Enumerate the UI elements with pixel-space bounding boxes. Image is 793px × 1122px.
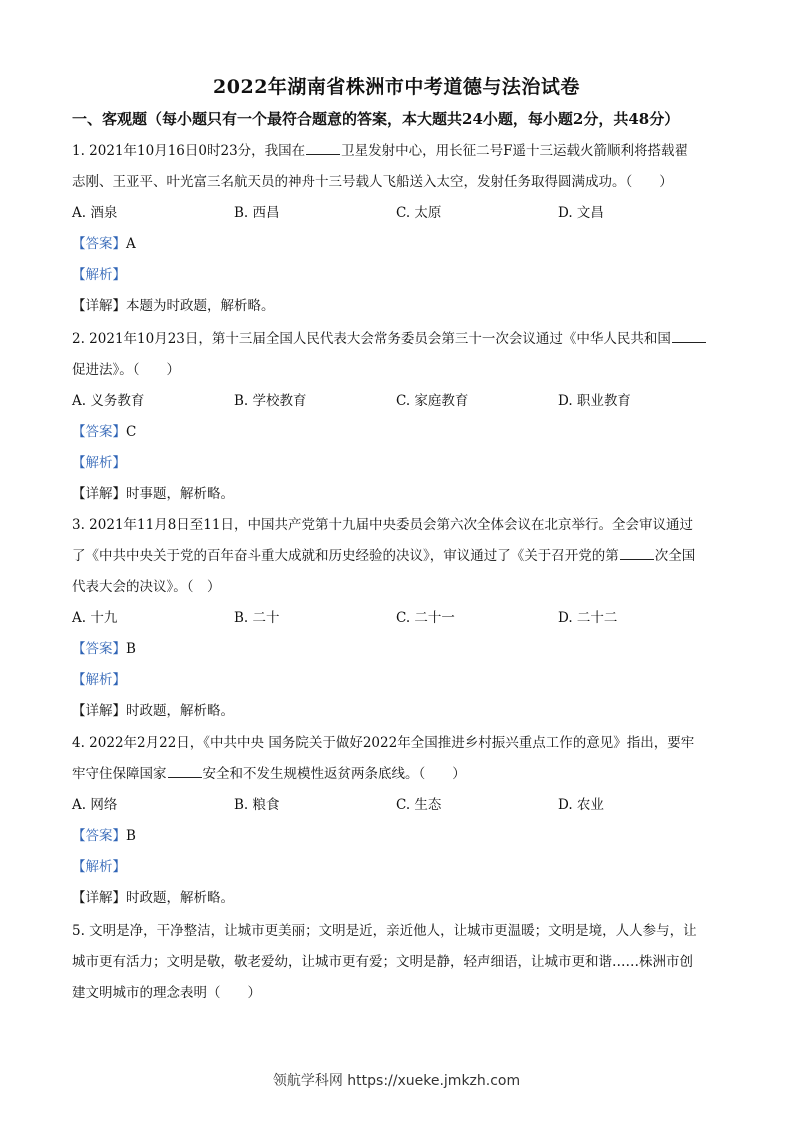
- detail-label: 【详解】: [72, 703, 126, 719]
- q4-option-a: A. 网络: [72, 797, 118, 813]
- q4-detail: [72, 889, 234, 907]
- q2-line-2: 促进法》。（ ）: [72, 362, 180, 378]
- q1-line-1: [72, 142, 688, 160]
- q2-option-b: B. 学校教育: [234, 393, 307, 409]
- q3-text-b: 次全国: [654, 548, 696, 564]
- q3-line-2: [72, 547, 695, 565]
- q3-option-d: D. 二十二: [558, 610, 618, 626]
- answer-value: B: [126, 828, 136, 844]
- q1-analysis-label: 【解析】: [72, 267, 126, 283]
- q1-detail: [72, 297, 275, 315]
- q1-option-d: D. 文昌: [558, 205, 604, 221]
- q5-line-1: 5. 文明是净，干净整洁，让城市更美丽；文明是近，亲近他人，让城市更温暖；文明是境，人人参与，让: [72, 923, 697, 939]
- q5-line-3: 建文明城市的理念表明（ ）: [72, 985, 261, 1001]
- q4-option-d: D. 农业: [558, 797, 604, 813]
- q1-line-2: 志刚、王亚平、叶光富三名航天员的神舟十三号载人飞船送入太空，发射任务取得圆满成功。（ ）: [72, 174, 673, 190]
- q1-answer: [72, 235, 136, 253]
- q3-answer: [72, 640, 136, 658]
- q2-text-a: 2. 2021年10月23日，第十三届全国人民代表大会常务委员会第三十一次会议通过《中华人民共和国: [72, 331, 671, 347]
- detail-text: 本题为时政题，解析略。: [126, 298, 275, 314]
- q2-option-a: A. 义务教育: [72, 393, 145, 409]
- q3-detail: [72, 702, 234, 720]
- q4-text-a: 牢守住保障国家: [72, 766, 167, 782]
- detail-label: 【详解】: [72, 486, 126, 502]
- answer-label: 【答案】: [72, 424, 126, 440]
- q3-line-1: 3. 2021年11月8日至11日，中国共产党第十九届中央委员会第六次全体会议在北京举行。全会审议通过: [72, 517, 693, 533]
- q1-blank: [306, 142, 340, 155]
- detail-text: 时政题，解析略。: [126, 890, 234, 906]
- answer-value: A: [126, 236, 136, 252]
- answer-label: 【答案】: [72, 641, 126, 657]
- q3-option-b: B. 二十: [234, 610, 280, 626]
- q2-detail: [72, 485, 234, 503]
- detail-label: 【详解】: [72, 890, 126, 906]
- q2-option-c: C. 家庭教育: [396, 393, 469, 409]
- q4-answer: [72, 827, 136, 845]
- detail-text: 时政题，解析略。: [126, 703, 234, 719]
- q1-text-b: 卫星发射中心，用长征二号F遥十三运载火箭顺利将搭载翟: [341, 143, 689, 159]
- q2-analysis-label: 【解析】: [72, 455, 126, 471]
- q3-option-a: A. 十九: [72, 610, 118, 626]
- q4-blank: [168, 765, 202, 778]
- q3-text-a: 了《中共中央关于党的百年奋斗重大成就和历史经验的决议》，审议通过了《关于召开党的第: [72, 548, 619, 564]
- page-title: 2022年湖南省株洲市中考道德与法治试卷: [213, 76, 580, 98]
- q2-option-d: D. 职业教育: [558, 393, 631, 409]
- q2-blank: [672, 330, 706, 343]
- q4-option-c: C. 生态: [396, 797, 442, 813]
- q5-line-2: 城市更有活力；文明是敬，敬老爱幼，让城市更有爱；文明是静，轻声细语，让城市更和谐……株洲市创: [72, 954, 693, 970]
- q4-line-1: 4. 2022年2月22日，《中共中央 国务院关于做好2022年全国推进乡村振兴重点工作的意见》指出，要牢: [72, 735, 695, 751]
- q4-text-b: 安全和不发生规模性返贫两条底线。（ ）: [202, 766, 466, 782]
- q2-answer: [72, 423, 136, 441]
- answer-value: C: [126, 424, 137, 440]
- q3-blank: [620, 547, 654, 560]
- section-heading: 一、客观题（每小题只有一个最符合题意的答案，本大题共24小题，每小题2分，共48分）: [72, 110, 680, 128]
- detail-label: 【详解】: [72, 298, 126, 314]
- q2-line-1: [72, 330, 707, 348]
- q1-option-a: A. 酒泉: [72, 205, 118, 221]
- q3-line-3: 代表大会的决议》。（ ）: [72, 579, 221, 595]
- q4-analysis-label: 【解析】: [72, 859, 126, 875]
- q1-option-c: C. 太原: [396, 205, 442, 221]
- q3-option-c: C. 二十一: [396, 610, 455, 626]
- q3-analysis-label: 【解析】: [72, 672, 126, 688]
- page-footer: 领航学科网 https://xueke.jmkzh.com: [272, 1073, 521, 1089]
- q1-text-a: 1. 2021年10月16日0时23分，我国在: [72, 143, 306, 159]
- detail-text: 时事题，解析略。: [126, 486, 234, 502]
- answer-value: B: [126, 641, 136, 657]
- q1-option-b: B. 西昌: [234, 205, 280, 221]
- q4-line-2: [72, 765, 466, 783]
- q4-option-b: B. 粮食: [234, 797, 280, 813]
- answer-label: 【答案】: [72, 236, 126, 252]
- answer-label: 【答案】: [72, 828, 126, 844]
